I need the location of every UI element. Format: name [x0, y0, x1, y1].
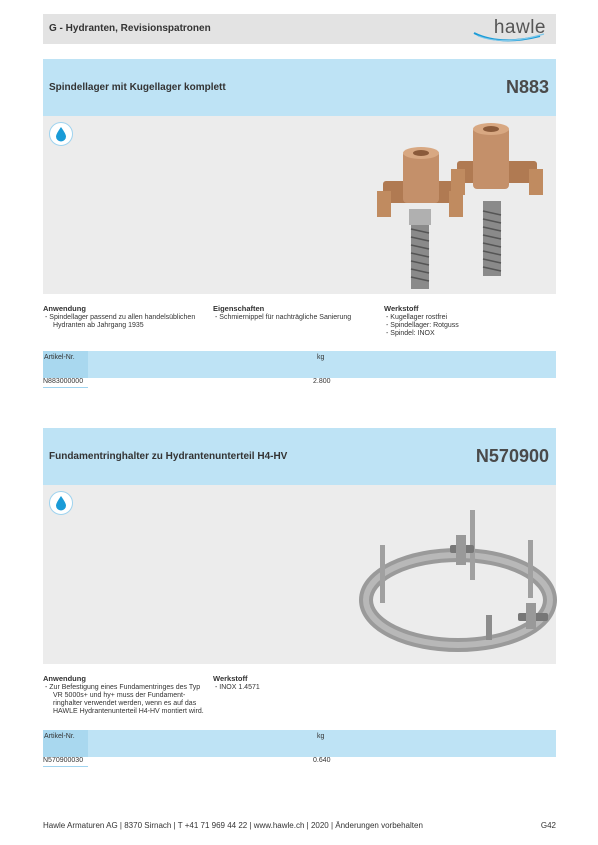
list-item: - Kugellager rostfrei: [386, 314, 448, 321]
footer-text: Hawle Armaturen AG | 8370 Sirnach | T +41 71 969 44 22 | www.hawle.ch | 2020 | Änderungen vorbehalten: [43, 821, 423, 830]
article-number: N883000000: [43, 378, 84, 385]
product-name: Fundamentringhalter zu Hydrantenunterteil H4-HV: [49, 451, 288, 462]
product-code: N883: [505, 77, 549, 97]
article-table-header-1: [43, 351, 556, 378]
column-header-article: Artikel-Nr.: [44, 733, 75, 740]
article-table-header-2: [43, 730, 556, 757]
column-header-article: Artikel-Nr.: [44, 354, 75, 361]
water-drop-icon: [49, 122, 73, 146]
anwendung-column: [43, 675, 211, 716]
list-item: - Spindel: INOX: [386, 330, 435, 337]
werkstoff-heading: Werkstoff: [213, 674, 248, 683]
hawle-logo: [470, 16, 552, 42]
logo-text: hawle: [493, 17, 546, 38]
section-title: G - Hydranten, Revisionspatronen: [49, 23, 211, 34]
article-number: N570900030: [43, 757, 84, 764]
list-item: - Spindellager passend zu allen handelsüblichen Hydranten ab Jahrgang 1935: [45, 314, 196, 329]
page-header: [43, 14, 556, 44]
eigenschaften-column: [213, 305, 378, 322]
weight-value: 0.640: [313, 757, 331, 764]
page-number: G42: [540, 821, 556, 830]
list-item: - Schmiernippel für nachträgliche Sanierung: [215, 314, 352, 321]
list-item: - Zur Befestigung eines Fundamentringes des Typ VR 5000s+ und hy+ muss der Fundament-ringhalter verwendet werden, wenn es auf das HAWLE Hydrantenunterteil H4-HV montiert wird.: [45, 684, 204, 715]
product-band-1: [43, 59, 556, 116]
page-footer: [43, 821, 556, 830]
table-row: [43, 756, 556, 766]
spindle-bearing-image: [373, 121, 548, 291]
werkstoff-column: [213, 675, 378, 692]
eigenschaften-heading: Eigenschaften: [213, 304, 265, 313]
werkstoff-heading: Werkstoff: [384, 304, 419, 313]
list-item: - Spindellager: Rotguss: [386, 322, 459, 329]
column-header-kg: kg: [317, 354, 325, 361]
anwendung-column: [43, 305, 208, 330]
product-image-area-1: [43, 116, 556, 294]
product-image-area-2: [43, 485, 556, 664]
list-item: - INOX 1.4571: [215, 684, 260, 691]
werkstoff-column: [384, 305, 549, 338]
anwendung-heading: Anwendung: [43, 674, 86, 683]
product-band-2: [43, 428, 556, 485]
column-header-kg: kg: [317, 733, 325, 740]
water-drop-icon: [49, 491, 73, 515]
product-name: Spindellager mit Kugellager komplett: [49, 82, 226, 93]
anwendung-heading: Anwendung: [43, 304, 86, 313]
foundation-ring-holder-image: [358, 505, 558, 655]
table-row: [43, 377, 556, 387]
product-code: N570900: [475, 446, 549, 466]
weight-value: 2.800: [313, 378, 331, 385]
